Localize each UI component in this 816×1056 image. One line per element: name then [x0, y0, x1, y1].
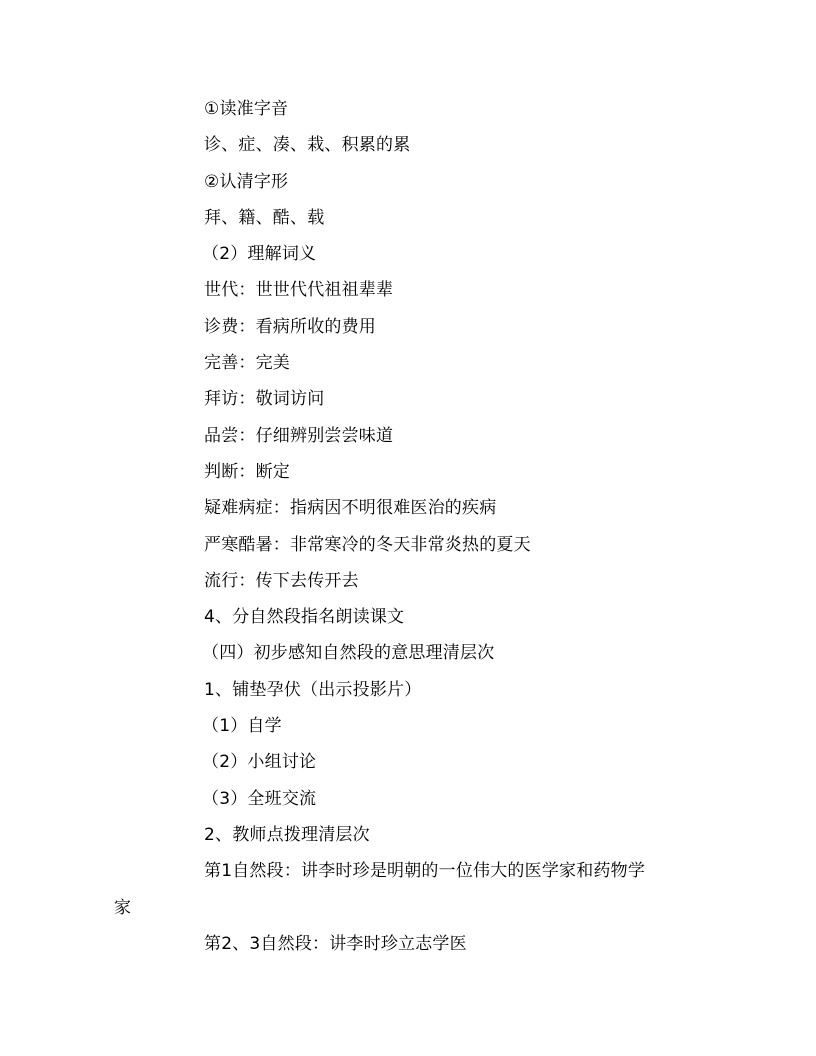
text-line: 世代：世世代代祖祖辈辈 [204, 280, 394, 301]
text-line: 第2、3自然段：讲李时珍立志学医 [204, 933, 467, 954]
text-line: 诊、症、凑、栽、积累的累 [204, 135, 411, 156]
text-line: 2、教师点拨理清层次 [204, 824, 370, 845]
text-line: 品尝：仔细辨别尝尝味道 [204, 425, 394, 446]
text-line: 诊费：看病所收的费用 [204, 316, 376, 337]
text-line: 4、分自然段指名朗读课文 [204, 607, 405, 628]
text-line: 第1自然段：讲李时珍是明朝的一位伟大的医学家和药物学 [204, 861, 646, 882]
text-line: 疑难病症：指病因不明很难医治的疾病 [204, 498, 497, 519]
text-line: 拜、籍、酷、载 [204, 207, 325, 228]
text-line: 判断：断定 [204, 461, 290, 482]
document-body [114, 91, 714, 962]
text-line: （2）理解词义 [202, 244, 317, 265]
text-line: （1）自学 [202, 716, 282, 737]
text-line: 严寒酷暑：非常寒冷的冬天非常炎热的夏天 [204, 534, 531, 555]
text-line: （3）全班交流 [202, 788, 317, 809]
text-line: 完善：完美 [204, 353, 290, 374]
text-line: ②认清字形 [204, 171, 289, 192]
text-line: ①读准字音 [204, 99, 289, 119]
text-line: （四）初步感知自然段的意思理清层次 [202, 643, 495, 664]
text-line: 拜访：敬词访问 [204, 389, 325, 410]
text-line: 家 [114, 897, 132, 918]
text-line: 1、铺垫孕伏（出示投影片） [204, 679, 422, 700]
text-line: （2）小组讨论 [202, 752, 317, 773]
text-line: 流行：传下去传开去 [204, 570, 359, 591]
